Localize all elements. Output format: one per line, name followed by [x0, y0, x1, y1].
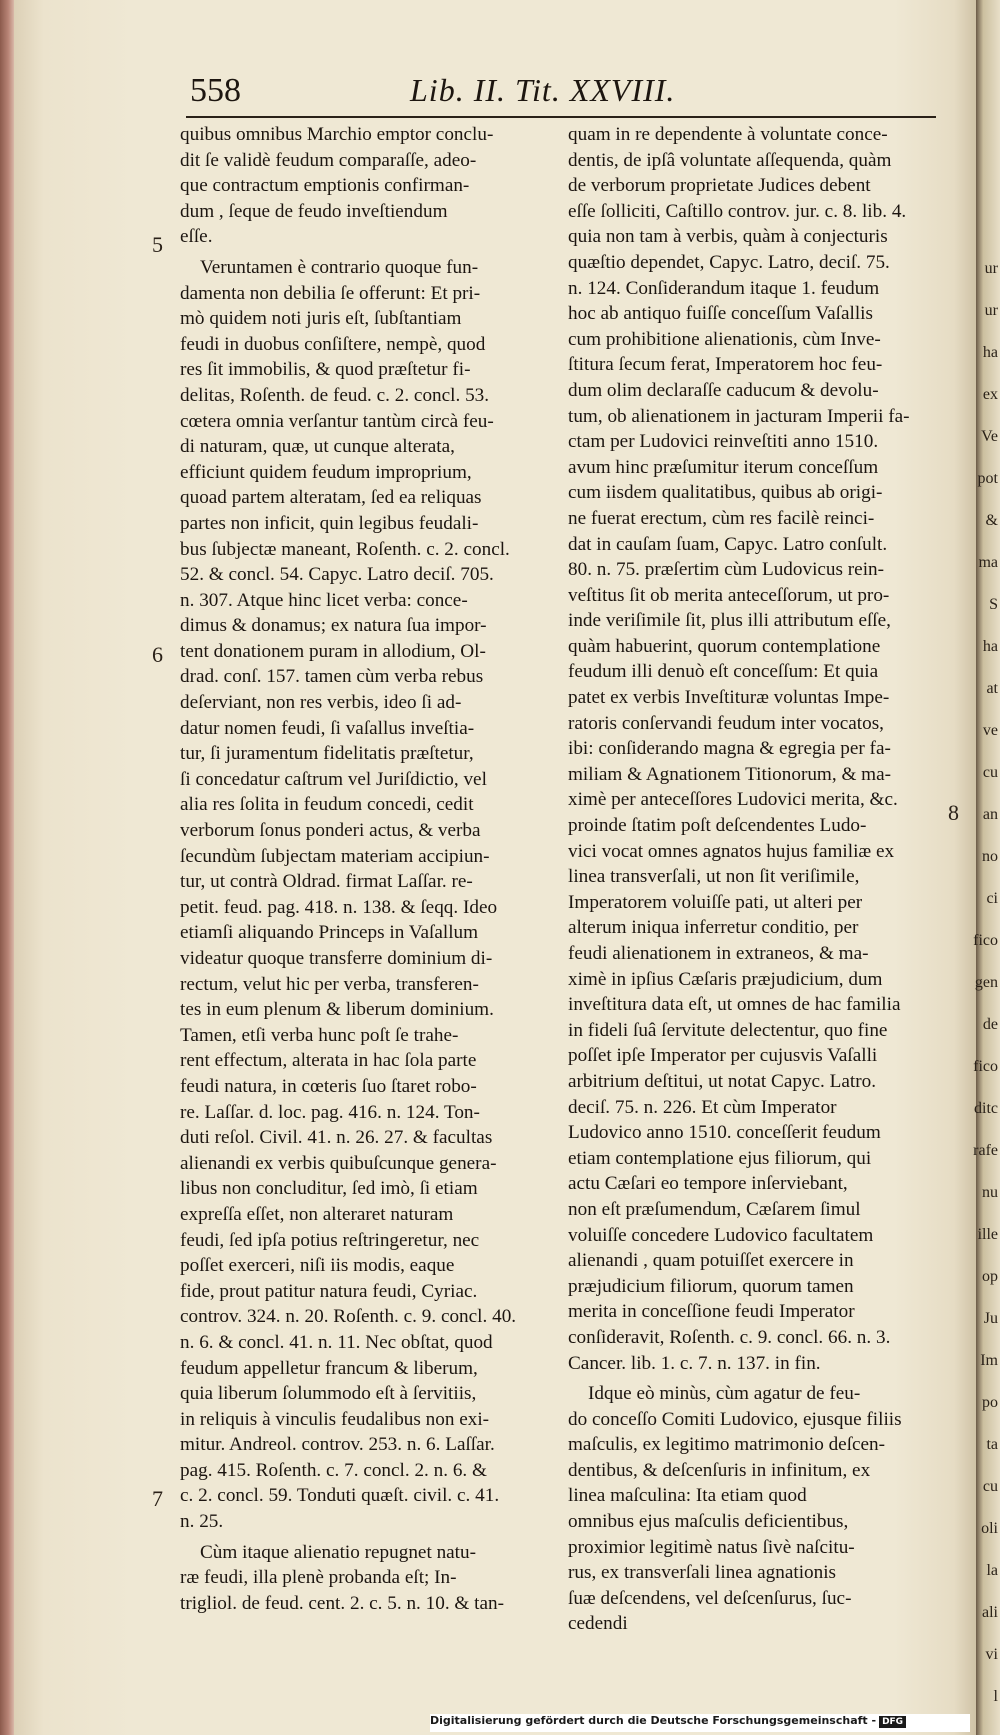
text-line: libus non concluditur, ſed imò, ſi etiam	[180, 1178, 478, 1200]
text-line: merita in conceſſione feudi Imperator	[568, 1301, 855, 1323]
edge-fragment: cu	[982, 764, 998, 781]
book-spine	[0, 0, 14, 1735]
edge-fragment: l	[993, 1688, 998, 1705]
edge-fragment: ur	[984, 302, 998, 319]
edge-fragment: Ve	[981, 428, 998, 445]
text-line: ſtitura ſecum ferat, Imperatorem hoc feu-	[568, 354, 883, 376]
text-line: drad. conſ. 157. tamen cùm verba rebus	[180, 666, 484, 688]
text-line: tum, ob alienationem in jacturam Imperii fa-	[568, 405, 910, 427]
text-line: fide, prout patitur natura feudi, Cyriac.	[180, 1280, 478, 1302]
text-line: feudum appelletur francum & liberum,	[180, 1357, 478, 1379]
text-line: dentis, de ipſâ voluntate aſſequenda, quàm	[568, 149, 892, 171]
text-line: n. 307. Atque hinc licet verba: conce-	[180, 589, 468, 611]
text-line: Cancer. lib. 1. c. 7. n. 137. in fin.	[568, 1352, 821, 1374]
paragraph-gap	[180, 1535, 555, 1540]
text-line: deciſ. 75. n. 226. Et cùm Imperator	[568, 1096, 837, 1118]
text-line: quia non tam à verbis, quàm à conjecturis	[568, 226, 888, 248]
margin-number-8: 8	[948, 800, 959, 825]
edge-fragment: vi	[985, 1646, 998, 1663]
text-line: di naturam, quæ, ut cunque alterata,	[180, 436, 455, 458]
running-title: Lib. II. Tit. XXVIII.	[410, 72, 676, 108]
edge-fragment: ali	[982, 1604, 998, 1621]
text-line: n. 6. & concl. 41. n. 11. Nec obſtat, quod	[180, 1331, 493, 1353]
text-line: res ſit immobilis, & quod præſtetur fi-	[180, 359, 471, 381]
text-line: patet ex verbis Inveſtituræ voluntas Impe-	[568, 687, 890, 709]
next-page-edge	[973, 0, 1000, 1735]
edge-fragment: po	[982, 1394, 998, 1411]
edge-fragment: ci	[986, 890, 998, 907]
text-line: arbitrium deſtitui, ut notat Capyc. Latro.	[568, 1070, 876, 1092]
text-line: Veruntamen è contrario quoque fun-	[200, 256, 479, 278]
edge-fragment: ve	[982, 722, 998, 739]
text-line: quibus omnibus Marchio emptor conclu-	[180, 124, 494, 145]
right-column	[568, 122, 940, 1637]
text-line: expreſſa eſſet, non alteraret naturam	[180, 1203, 454, 1225]
text-line: tur, ſi juramentum fidelitatis præſtetur,	[180, 743, 474, 765]
text-line: linea transverſali, ut non ſit veriſimile,	[568, 866, 860, 888]
text-line: trigliol. de feud. cent. 2. c. 5. n. 10. & tan-	[180, 1592, 504, 1614]
text-line: ctam per Ludovici reinveſtiti anno 1510.	[568, 431, 879, 453]
text-line: Cùm itaque alienatio repugnet natu-	[200, 1541, 476, 1563]
text-line: Tamen, etſi verba hunc poſt ſe trahe-	[180, 1024, 459, 1046]
edge-fragment: at	[986, 680, 998, 697]
page-header	[190, 72, 940, 120]
text-line: cœtera omnia verſantur tantùm circà feu-	[180, 410, 494, 432]
edge-fragment: cu	[982, 1478, 998, 1495]
edge-fragment: ex	[982, 386, 998, 403]
text-line: videatur quoque transferre dominium di-	[180, 948, 493, 969]
text-line: conſideravit, Roſenth. c. 9. concl. 66. n. 3.	[568, 1326, 891, 1348]
text-line: ne fuerat erectum, cùm res facilè reinci-	[568, 507, 875, 529]
text-line: voluiſſe concedere Ludovico facultatem	[568, 1224, 874, 1246]
edge-fragment: Ju	[983, 1310, 998, 1327]
text-line: maſculis, ex legitimo matrimonio deſcen-	[568, 1434, 886, 1456]
text-line: in fideli ſuâ ſervitute delectentur, quo fine	[568, 1019, 888, 1041]
text-line: Ludovico anno 1510. conceſſerit feudum	[568, 1122, 881, 1144]
edge-fragment: no	[982, 848, 998, 865]
text-line: feudi in duobus conſiſtere, nempè, quod	[180, 333, 486, 355]
text-line: veſtitus ſit ob merita anteceſſorum, ut pro-	[568, 584, 890, 606]
text-line: inveſtitura data eſt, ut omnes de hac familia	[568, 994, 901, 1016]
text-line: dum olim declaraſſe caducum & devolu-	[568, 379, 879, 401]
text-line: feudum illi denuò eſt conceſſum: Et quia	[568, 661, 879, 683]
edge-fragment: rafe	[973, 1142, 998, 1159]
text-line: bus ſubjectæ maneant, Roſenth. c. 2. concl.	[180, 538, 510, 560]
text-line: feudi, ſed ipſa potius reſtringeretur, nec	[180, 1229, 480, 1251]
text-line: partes non inficit, quin legibus feudali-	[180, 512, 479, 534]
edge-fragment: an	[982, 806, 998, 823]
text-line: ibi: conſiderando magna & egregia per fa-	[568, 738, 891, 760]
text-line: c. 2. concl. 59. Tonduti quæſt. civil. c. 41.	[180, 1485, 500, 1507]
text-line: cedendi	[568, 1613, 628, 1635]
text-line: actu Cæſari eo tempore inſerviebant,	[568, 1173, 848, 1195]
margin-number-5: 5	[152, 232, 163, 257]
text-line: alienandi ex verbis quibuſcunque genera-	[180, 1152, 497, 1174]
text-line: quàm habuerint, quorum contemplatione	[568, 635, 881, 657]
text-line: alterum iniqua inferretur conditio, per	[568, 917, 859, 939]
text-line: datur nomen feudi, ſi vaſallus inveſtia-	[180, 717, 475, 739]
edge-fragment: fico	[973, 932, 998, 949]
text-line: dit ſe validè feudum comparaſſe, adeo-	[180, 149, 477, 171]
text-line: ratoris conſervandi feudum inter vocatos,	[568, 712, 884, 734]
edge-fragment: de	[982, 1016, 998, 1033]
edge-fragment: pot	[977, 470, 998, 487]
text-line: 80. n. 75. præſertim cùm Ludovicus rein-	[568, 559, 885, 581]
text-line: dentibus, & deſcenſuris in infinitum, ex	[568, 1459, 871, 1481]
text-line: alienandi , quam potuiſſet exercere in	[568, 1250, 854, 1272]
text-line: dum , ſeque de feudo inveſtiendum	[180, 200, 448, 222]
margin-number-7: 7	[152, 1486, 163, 1511]
edge-fragment: ditc	[974, 1100, 998, 1117]
edge-fragment: ille	[977, 1226, 998, 1243]
text-line: quam in re dependente à voluntate conce-	[568, 124, 888, 145]
edge-fragment: gen	[974, 974, 998, 991]
edge-fragment: ha	[982, 344, 998, 361]
text-line: avum hinc præſumitur iterum conceſſum	[568, 456, 879, 478]
text-line: que contractum emptionis confirman-	[180, 175, 470, 197]
text-line: ræ feudi, illa plenè probanda eſt; In-	[180, 1567, 457, 1589]
text-line: Imperatorem voluiſſe pati, ut alteri per	[568, 891, 863, 913]
paragraph-gap	[568, 1376, 940, 1381]
text-line: ſi concedatur caſtrum vel Juriſdictio, vel	[180, 768, 487, 790]
text-line: rectum, velut hic per verba, transferen-	[180, 973, 479, 995]
text-line: ſuæ deſcendens, vel deſcenſurus, ſuc-	[568, 1587, 852, 1609]
header-rule	[186, 116, 936, 118]
text-line: feudi natura, in cœteris ſuo ſtaret robo-	[180, 1075, 477, 1097]
edge-fragment: &	[985, 512, 998, 529]
text-line: tent donationem puram in allodium, Ol-	[180, 640, 486, 662]
footer-text: Digitalisierung gefördert durch die Deutsche Forschungsgemeinschaft -	[430, 1714, 877, 1727]
text-line: 52. & concl. 54. Capyc. Latro deciſ. 705.	[180, 564, 494, 586]
text-line: ſecundùm ſubjectam materiam accipiun-	[180, 845, 490, 867]
left-column	[180, 122, 555, 1616]
text-line: delitas, Roſenth. de feud. c. 2. concl. 53.	[180, 384, 490, 406]
text-line: cum iisdem qualitatibus, quibus ab origi-	[568, 482, 883, 504]
text-line: feudi alienationem in extraneos, & ma-	[568, 943, 869, 964]
text-line: re. Laſſar. d. loc. pag. 416. n. 124. Ton-	[180, 1101, 480, 1123]
edge-fragment: S	[989, 596, 998, 613]
edge-fragment: op	[982, 1268, 998, 1285]
text-line: miliam & Agnationem Titionorum, & ma-	[568, 763, 891, 785]
text-line: eſſe ſolliciti, Caſtillo controv. jur. c. 8. lib. 4.	[568, 200, 907, 222]
text-line: non eſt præſumendum, Cæſarem ſimul	[568, 1198, 861, 1220]
text-line: vici vocat omnes agnatos hujus familiæ ex	[568, 840, 895, 862]
edge-fragment: ur	[984, 260, 998, 277]
edge-fragment: ha	[982, 638, 998, 655]
text-line: n. 124. Conſiderandum itaque 1. feudum	[568, 277, 880, 299]
text-line: duti reſol. Civil. 41. n. 26. 27. & facultas	[180, 1127, 493, 1149]
text-line: inde veriſimile ſit, plus illi attributum eſſe,	[568, 610, 891, 632]
text-line: rus, ex transverſali linea agnationis	[568, 1562, 837, 1584]
page-number: 558	[190, 72, 241, 109]
text-line: pag. 415. Roſenth. c. 7. concl. 2. n. 6. &	[180, 1459, 487, 1481]
text-line: controv. 324. n. 20. Roſenth. c. 9. concl. 40.	[180, 1306, 517, 1328]
text-line: etiamſi aliquando Princeps in Vaſallum	[180, 922, 479, 944]
text-line: verborum ſonus ponderi actus, & verba	[180, 820, 481, 842]
text-line: do conceſſo Comiti Ludovico, ejusque filiis	[568, 1408, 902, 1430]
text-line: ximè in ipſius Cæſaris præjudicium, dum	[568, 968, 883, 990]
text-line: rent effectum, alterata in hac ſola parte	[180, 1050, 477, 1072]
footer-credit	[430, 1714, 970, 1732]
text-line: petit. feud. pag. 418. n. 138. & ſeqq. Ideo	[180, 896, 498, 918]
margin-number-6: 6	[152, 642, 163, 667]
text-line: efficiunt quidem feudum improprium,	[180, 461, 472, 483]
text-line: proinde ſtatim poſt deſcendentes Ludo-	[568, 815, 867, 837]
edge-fragment: Im	[980, 1352, 998, 1369]
text-line: damenta non debilia ſe offerunt: Et pri-	[180, 282, 481, 304]
text-line: hoc ab antiquo fuiſſe conceſſum Vaſallis	[568, 303, 873, 325]
text-line: quæſtio dependet, Capyc. Latro, deciſ. 75.	[568, 251, 890, 273]
text-line: eſſe.	[180, 226, 213, 248]
text-line: quoad partem alteratam, ſed ea reliquas	[180, 487, 482, 509]
edge-fragment: ta	[986, 1436, 998, 1453]
text-line: poſſet ipſe Imperator per cujusvis Vaſalli	[568, 1045, 878, 1067]
text-line: mitur. Andreol. controv. 253. n. 6. Laſſar.	[180, 1434, 495, 1456]
text-line: poſſet exerceri, niſi iis modis, eaque	[180, 1255, 455, 1277]
text-line: tes in eum plenum & liberum dominium.	[180, 999, 494, 1021]
text-line: dimus & donamus; ex natura ſua impor-	[180, 615, 487, 637]
text-line: mò quidem noti juris eſt, ſubſtantiam	[180, 308, 462, 330]
text-line: quia liberum ſolummodo eſt à ſervitiis,	[180, 1383, 477, 1405]
text-line: ximè per anteceſſores Ludovici merita, &c.	[568, 789, 898, 811]
text-line: omnibus ejus maſculis deficientibus,	[568, 1511, 849, 1533]
text-line: etiam contemplatione ejus filiorum, qui	[568, 1147, 872, 1169]
paragraph-gap	[180, 250, 555, 255]
text-line: cum prohibitione alienationis, cùm Inve-	[568, 328, 881, 350]
text-line: proximior legitimè natus ſivè naſcitu-	[568, 1536, 855, 1558]
text-line: Idque eò minùs, cùm agatur de feu-	[588, 1383, 861, 1405]
text-line: de verborum proprietate Judices debent	[568, 175, 871, 197]
text-line: præjudicium filiorum, quorum tamen	[568, 1275, 854, 1297]
edge-fragment: ma	[978, 554, 998, 571]
text-line: deſerviant, non res verbis, ideo ſi ad-	[180, 692, 462, 714]
edge-fragment: la	[986, 1562, 998, 1579]
edge-fragment: oli	[981, 1520, 998, 1537]
edge-fragment: fico	[973, 1058, 998, 1075]
text-line: linea maſculina: Ita etiam quod	[568, 1485, 807, 1507]
text-line: dat in cauſam ſuam, Capyc. Latro conſult.	[568, 533, 888, 555]
text-line: in reliquis à vinculis feudalibus non exi-	[180, 1408, 490, 1430]
text-line: tur, ut contrà Oldrad. firmat Laſſar. re-	[180, 871, 473, 893]
dfg-logo: DFG	[879, 1716, 906, 1728]
edge-fragment: nu	[982, 1184, 998, 1201]
text-line: alia res ſolita in feudum concedi, cedit	[180, 794, 474, 816]
text-line: n. 25.	[180, 1511, 224, 1533]
